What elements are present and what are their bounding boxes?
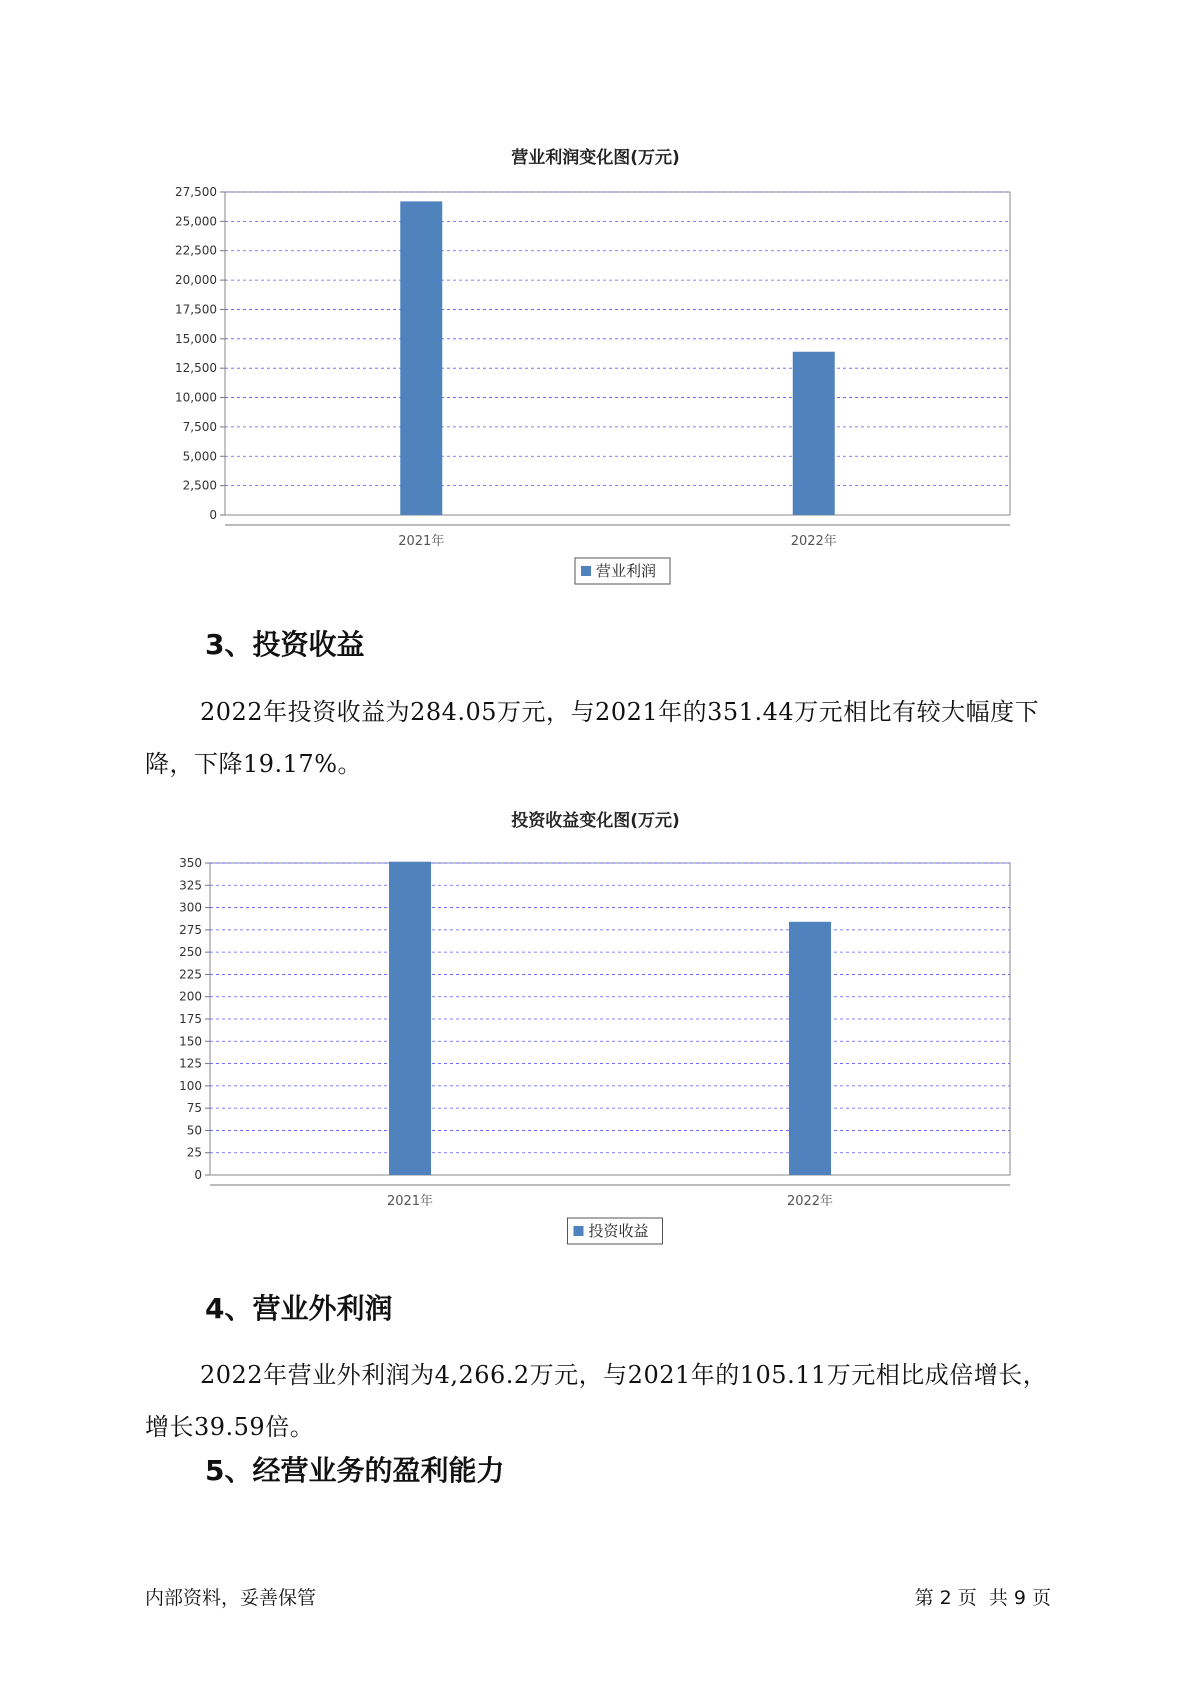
plot-area [225,192,1010,515]
footer-confidential-note: 内部资料，妥善保管 [145,1587,317,1609]
x-tick-label: 2022年 [786,1194,834,1209]
y-tick-label: 5,000 [182,449,217,464]
y-tick-label: 7,500 [182,419,217,434]
chart2-title: 投资收益变化图(万元) [511,811,680,831]
y-tick-label: 0 [194,1168,202,1182]
y-tick-label: 15,000 [175,331,217,346]
y-tick-label: 25,000 [175,214,217,229]
y-tick-label: 350 [179,856,202,870]
bar [789,922,831,1175]
y-tick-label: 325 [179,878,202,893]
y-tick-label: 275 [179,922,202,937]
legend-swatch [574,1226,584,1236]
y-tick-label: 12,500 [175,361,217,376]
y-tick-label: 17,500 [175,302,217,317]
bar [793,352,835,515]
y-tick-label: 125 [179,1056,202,1071]
y-tick-label: 27,500 [175,185,217,199]
y-tick-label: 0 [209,508,217,522]
section-3-heading: 3、投资收益 [205,628,365,661]
y-tick-label: 20,000 [175,273,217,288]
operating-profit-chart [0,170,1191,590]
y-tick-label: 150 [179,1034,202,1049]
y-tick-label: 25 [186,1145,202,1160]
y-tick-label: 100 [179,1078,202,1093]
y-tick-label: 225 [179,967,202,982]
bar [389,862,431,1175]
x-tick-label: 2021年 [386,1194,434,1209]
y-tick-label: 50 [186,1123,202,1138]
x-tick-label: 2022年 [790,534,837,549]
y-tick-label: 75 [186,1101,202,1116]
y-tick-label: 200 [179,989,202,1004]
legend-label: 营业利润 [596,562,657,580]
y-tick-label: 175 [179,1012,202,1026]
y-tick-label: 250 [179,945,202,960]
investment-income-chart [0,835,1191,1255]
y-tick-label: 2,500 [182,478,217,493]
section-4-heading: 4、营业外利润 [205,1292,393,1325]
section-4-paragraph: 2022年营业外利润为4,266.2万元，与2021年的105.11万元相比成倍增长，增长39.59倍。 [145,1361,1048,1441]
section-5-heading: 5、经营业务的盈利能力 [205,1454,505,1487]
y-tick-label: 300 [179,900,202,915]
x-tick-label: 2021年 [398,534,445,549]
legend-label: 投资收益 [588,1222,649,1240]
legend-swatch [581,566,591,576]
section-3-paragraph: 2022年投资收益为284.05万元，与2021年的351.44万元相比有较大幅度下降，下降19.17%。 [145,698,1040,778]
chart1-title: 营业利润变化图(万元) [511,148,680,168]
y-tick-label: 22,500 [175,243,217,258]
y-tick-label: 10,000 [175,390,217,405]
footer-page-number: 第 2 页 共 9 页 [914,1587,1051,1609]
bar [400,201,442,515]
